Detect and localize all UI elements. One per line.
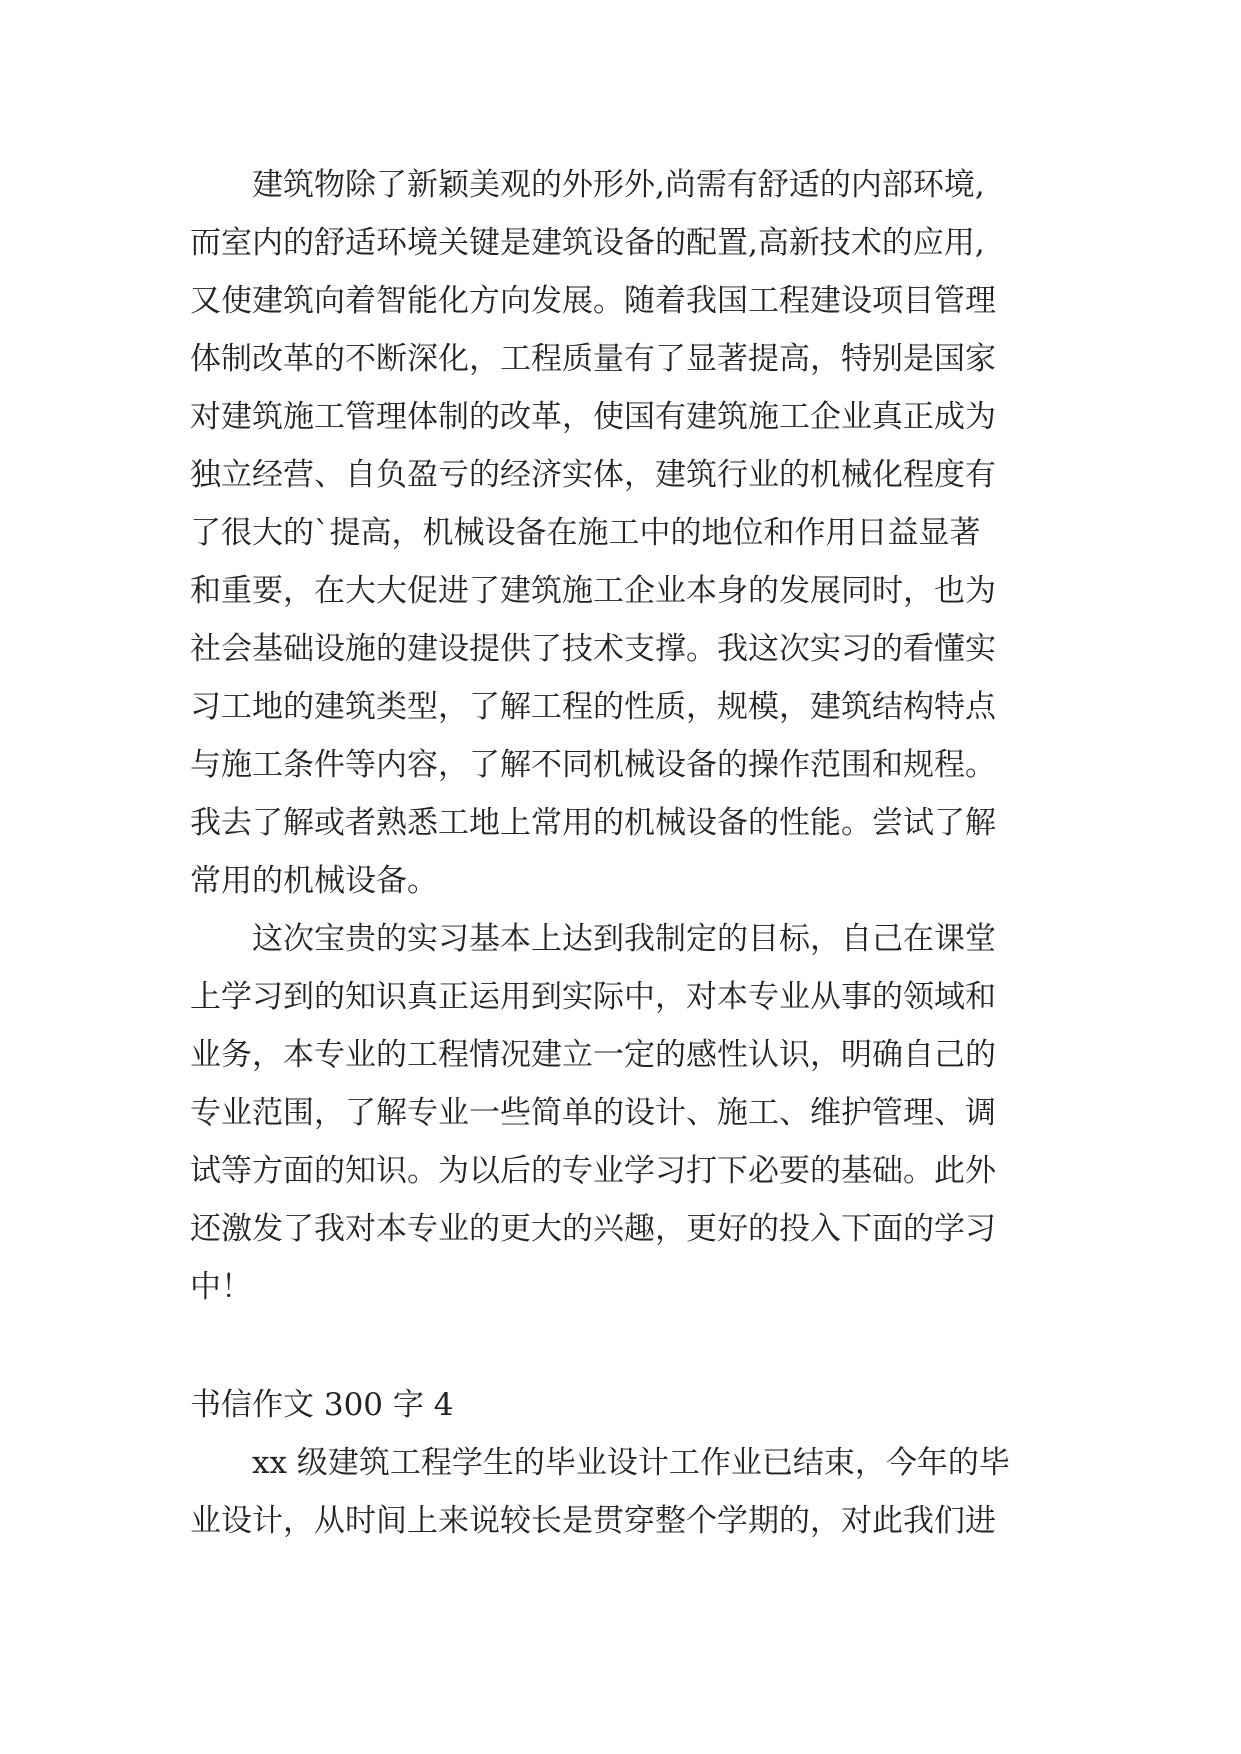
- paragraph-line: 上学习到的知识真正运用到实际中，对本专业从事的领域和: [190, 979, 996, 1015]
- paragraph-line: 了很大的`提高，机械设备在施工中的地位和作用日益显著: [190, 515, 981, 551]
- paragraph-line: 习工地的建筑类型，了解工程的性质，规模，建筑结构特点: [190, 689, 996, 725]
- paragraph-line: 业务，本专业的工程情况建立一定的感性认识，明确自己的: [190, 1037, 996, 1073]
- paragraph-line: xx 级建筑工程学生的毕业设计工作业已结束，今年的毕: [252, 1445, 1010, 1481]
- paragraph-line: 和重要，在大大促进了建筑施工企业本身的发展同时，也为: [190, 573, 996, 609]
- paragraph-line: 对建筑施工管理体制的改革，使国有建筑施工企业真正成为: [190, 399, 996, 435]
- paragraph-line: 又使建筑向着智能化方向发展。随着我国工程建设项目管理: [190, 283, 996, 319]
- paragraph-1: [190, 156, 1070, 910]
- paragraph-3: [190, 1434, 1070, 1550]
- paragraph-line: 业设计，从时间上来说较长是贯穿整个学期的，对此我们进: [190, 1503, 996, 1539]
- paragraph-line: 试等方面的知识。为以后的专业学习打下必要的基础。此外: [190, 1153, 996, 1189]
- paragraph-line: 还激发了我对本专业的更大的兴趣，更好的投入下面的学习: [190, 1211, 996, 1247]
- section-heading: [190, 1376, 1070, 1434]
- paragraph-line: 独立经营、自负盈亏的经济实体，建筑行业的机械化程度有: [190, 457, 996, 493]
- paragraph-line: 社会基础设施的建设提供了技术支撑。我这次实习的看懂实: [190, 631, 996, 667]
- paragraph-line: 常用的机械设备。: [190, 863, 438, 899]
- paragraph-line: 体制改革的不断深化，工程质量有了显著提高，特别是国家: [190, 341, 996, 377]
- paragraph-line: 建筑物除了新颖美观的外形外,尚需有舒适的内部环境,: [252, 167, 985, 203]
- paragraph-line: 而室内的舒适环境关键是建筑设备的配置,高新技术的应用,: [190, 225, 985, 261]
- section-heading-text: 书信作文 300 字 4: [190, 1387, 454, 1423]
- paragraph-line: 这次宝贵的实习基本上达到我制定的目标，自己在课堂: [252, 921, 996, 957]
- paragraph-2: [190, 910, 1070, 1316]
- paragraph-line: 中！: [190, 1269, 252, 1305]
- paragraph-line: 我去了解或者熟悉工地上常用的机械设备的性能。尝试了解: [190, 805, 996, 841]
- paragraph-line: 与施工条件等内容，了解不同机械设备的操作范围和规程。: [190, 747, 996, 783]
- paragraph-line: 专业范围，了解专业一些简单的设计、施工、维护管理、调: [190, 1095, 996, 1131]
